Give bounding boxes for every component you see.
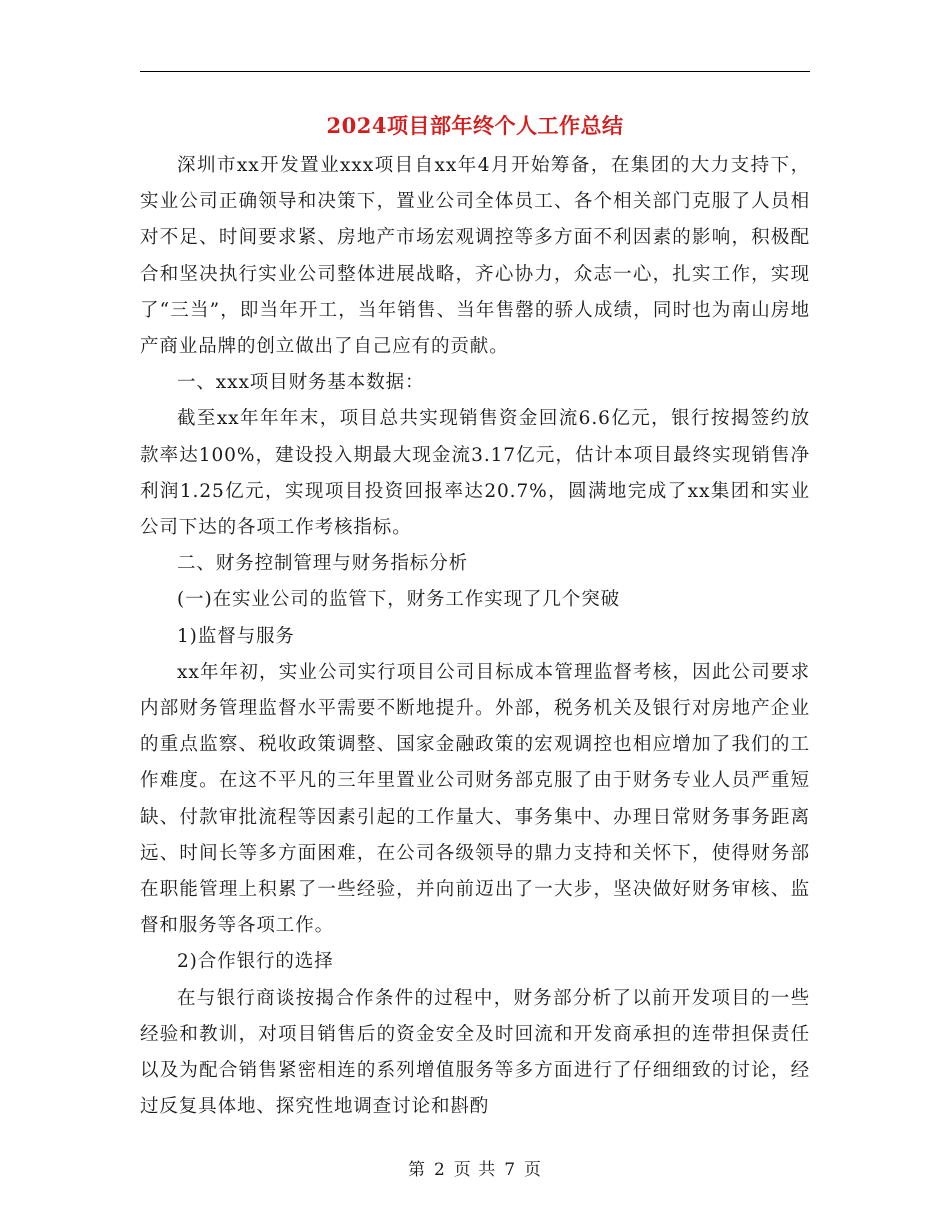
page-label-middle: 页 共 xyxy=(453,1160,497,1180)
page-number-total: 7 xyxy=(504,1160,517,1180)
page-label-prefix: 第 xyxy=(407,1160,426,1180)
document-body xyxy=(140,148,810,1125)
heading-section-1: 一、xxx项目财务基本数据： xyxy=(177,372,425,394)
paragraph-financial-data: 截至xx年年年末，项目总共实现销售资金回流6.6亿元，银行按揭签约放款率达100%，建设投入期最大现金流3.17亿元，估计本项目最终实现销售净利润1.25亿元，实现项目投资回报率达20.7%，圆满地完成了xx集团和实业公司下达的各项工作考核指标。 xyxy=(140,408,810,539)
page-number-current: 2 xyxy=(433,1160,446,1180)
document-title: 2024项目部年终个人工作总结 xyxy=(326,113,624,138)
paragraph-bank-selection: 在与银行商谈按揭合作条件的过程中，财务部分析了以前开发项目的一些经验和教训，对项目销售后的资金安全及时回流和开发商承担的连带担保责任以及为配合销售紧密相连的系列增值服务等多方面进行了仔细细致的讨论，经过反复具体地、探究性地调查讨论和斟酌 xyxy=(140,987,810,1118)
paragraph-intro: 深圳市xx开发置业xxx项目自xx年4月开始筹备，在集团的大力支持下，实业公司正确领导和决策下，置业公司全体员工、各个相关部门克服了人员相对不足、时间要求紧、房地产市场宏观调控等多方面不利因素的影响，积极配合和坚决执行实业公司整体进展战略，齐心协力，众志一心，扎实工作，实现了“三当”，即当年开工，当年销售、当年售罄的骄人成绩，同时也为南山房地产商业品牌的创立做出了自己应有的贡献。 xyxy=(140,155,810,358)
page-footer xyxy=(0,1155,950,1180)
page-label-suffix: 页 xyxy=(524,1160,543,1180)
heading-subsection-1: (一)在实业公司的监管下，财务工作实现了几个突破 xyxy=(177,589,621,611)
heading-section-2: 二、财务控制管理与财务指标分析 xyxy=(177,553,469,575)
header-rule xyxy=(140,71,810,72)
heading-item-2: 2)合作银行的选择 xyxy=(177,951,334,973)
heading-item-1: 1)监督与服务 xyxy=(177,625,295,647)
paragraph-supervision: xx年年初，实业公司实行项目公司目标成本管理监督考核，因此公司要求内部财务管理监督水平需要不断地提升。外部，税务机关及银行对房地产企业的重点监察、税收政策调整、国家金融政策的宏观调控也相应增加了我们的工作难度。在这不平凡的三年里置业公司财务部克服了由于财务专业人员严重短缺、付款审批流程等因素引起的工作量大、事务集中、办理日常财务事务距离远、时间长等多方面困难，在公司各级领导的鼎力支持和关怀下，使得财务部在职能管理上积累了一些经验，并向前迈出了一大步，坚决做好财务审核、监督和服务等各项工作。 xyxy=(140,661,810,937)
